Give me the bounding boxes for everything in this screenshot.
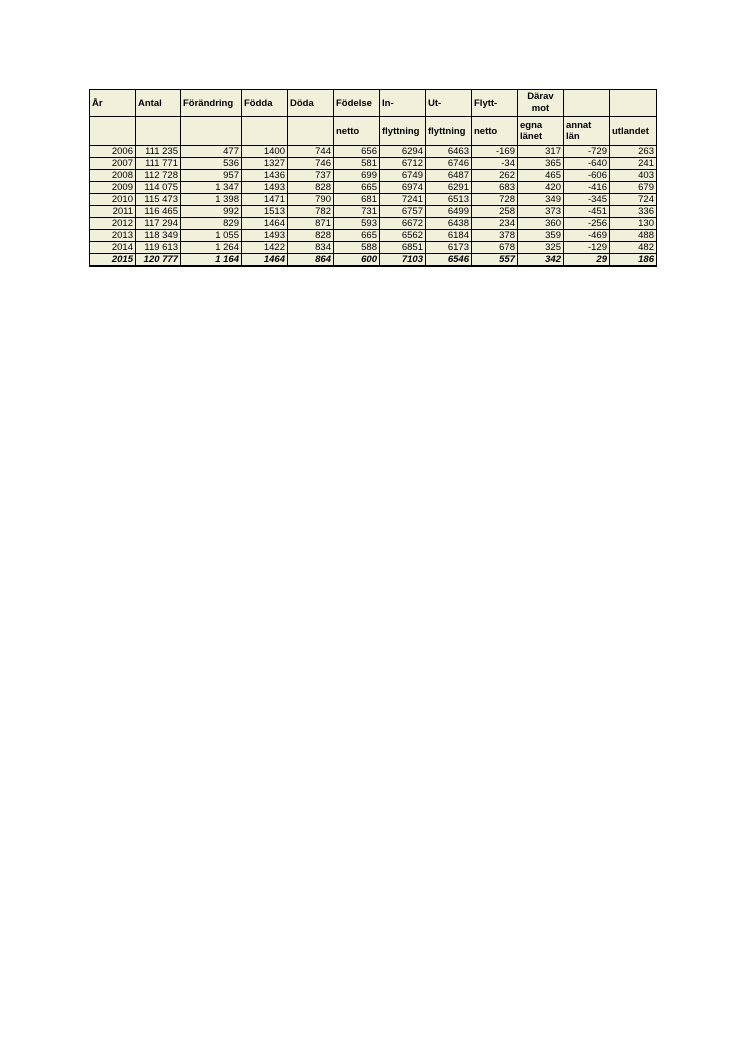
value-cell: 656 bbox=[334, 146, 380, 158]
value-cell: 731 bbox=[334, 206, 380, 218]
header-cell bbox=[136, 117, 181, 146]
value-cell: 130 bbox=[610, 218, 657, 230]
value-cell: 120 777 bbox=[136, 254, 181, 267]
value-cell: 111 235 bbox=[136, 146, 181, 158]
table-row bbox=[90, 194, 657, 206]
table-row bbox=[90, 230, 657, 242]
value-cell: 828 bbox=[288, 230, 334, 242]
value-cell: 336 bbox=[610, 206, 657, 218]
header-cell: Därav mot bbox=[518, 90, 564, 117]
header-cell bbox=[564, 90, 610, 117]
value-cell: -34 bbox=[472, 158, 518, 170]
value-cell: 365 bbox=[518, 158, 564, 170]
value-cell: 665 bbox=[334, 182, 380, 194]
value-cell: 683 bbox=[472, 182, 518, 194]
value-cell: 115 473 bbox=[136, 194, 181, 206]
value-cell: 593 bbox=[334, 218, 380, 230]
value-cell: 871 bbox=[288, 218, 334, 230]
year-cell: 2006 bbox=[90, 146, 136, 158]
value-cell: 263 bbox=[610, 146, 657, 158]
value-cell: 1 347 bbox=[181, 182, 242, 194]
header-row-1 bbox=[90, 90, 657, 117]
header-cell: egna länet bbox=[518, 117, 564, 146]
value-cell: 119 613 bbox=[136, 242, 181, 254]
value-cell: 1493 bbox=[242, 230, 288, 242]
value-cell: 488 bbox=[610, 230, 657, 242]
value-cell: 477 bbox=[181, 146, 242, 158]
value-cell: 737 bbox=[288, 170, 334, 182]
value-cell: 6749 bbox=[380, 170, 426, 182]
value-cell: 600 bbox=[334, 254, 380, 267]
value-cell: 678 bbox=[472, 242, 518, 254]
value-cell: 186 bbox=[610, 254, 657, 267]
value-cell: 864 bbox=[288, 254, 334, 267]
header-cell bbox=[610, 90, 657, 117]
value-cell: 6173 bbox=[426, 242, 472, 254]
year-cell: 2009 bbox=[90, 182, 136, 194]
value-cell: 112 728 bbox=[136, 170, 181, 182]
header-cell bbox=[288, 117, 334, 146]
value-cell: 114 075 bbox=[136, 182, 181, 194]
header-cell: In- bbox=[380, 90, 426, 117]
value-cell: 6487 bbox=[426, 170, 472, 182]
value-cell: 957 bbox=[181, 170, 242, 182]
year-cell: 2011 bbox=[90, 206, 136, 218]
value-cell: 557 bbox=[472, 254, 518, 267]
value-cell: 6672 bbox=[380, 218, 426, 230]
value-cell: -129 bbox=[564, 242, 610, 254]
table-row bbox=[90, 242, 657, 254]
year-cell: 2007 bbox=[90, 158, 136, 170]
value-cell: 241 bbox=[610, 158, 657, 170]
value-cell: 117 294 bbox=[136, 218, 181, 230]
value-cell: 746 bbox=[288, 158, 334, 170]
value-cell: 359 bbox=[518, 230, 564, 242]
table-row bbox=[90, 158, 657, 170]
header-cell bbox=[242, 117, 288, 146]
value-cell: 325 bbox=[518, 242, 564, 254]
value-cell: 465 bbox=[518, 170, 564, 182]
value-cell: 588 bbox=[334, 242, 380, 254]
value-cell: 1 055 bbox=[181, 230, 242, 242]
value-cell: 679 bbox=[610, 182, 657, 194]
year-cell: 2015 bbox=[90, 254, 136, 267]
table-row bbox=[90, 206, 657, 218]
year-cell: 2012 bbox=[90, 218, 136, 230]
header-cell: annat län bbox=[564, 117, 610, 146]
value-cell: 6546 bbox=[426, 254, 472, 267]
value-cell: 360 bbox=[518, 218, 564, 230]
value-cell: 234 bbox=[472, 218, 518, 230]
value-cell: 828 bbox=[288, 182, 334, 194]
value-cell: 6712 bbox=[380, 158, 426, 170]
value-cell: -169 bbox=[472, 146, 518, 158]
value-cell: 665 bbox=[334, 230, 380, 242]
value-cell: -469 bbox=[564, 230, 610, 242]
value-cell: 699 bbox=[334, 170, 380, 182]
value-cell: 1464 bbox=[242, 254, 288, 267]
value-cell: 29 bbox=[564, 254, 610, 267]
table-row bbox=[90, 182, 657, 194]
table-row bbox=[90, 146, 657, 158]
value-cell: 724 bbox=[610, 194, 657, 206]
header-cell: Födda bbox=[242, 90, 288, 117]
value-cell: 6499 bbox=[426, 206, 472, 218]
value-cell: 1327 bbox=[242, 158, 288, 170]
value-cell: -416 bbox=[564, 182, 610, 194]
table-row bbox=[90, 218, 657, 230]
value-cell: 790 bbox=[288, 194, 334, 206]
value-cell: -451 bbox=[564, 206, 610, 218]
value-cell: 581 bbox=[334, 158, 380, 170]
header-cell: Födelse bbox=[334, 90, 380, 117]
value-cell: 1 164 bbox=[181, 254, 242, 267]
value-cell: 681 bbox=[334, 194, 380, 206]
header-cell: År bbox=[90, 90, 136, 117]
value-cell: 1436 bbox=[242, 170, 288, 182]
value-cell: 1 264 bbox=[181, 242, 242, 254]
header-cell: utlandet bbox=[610, 117, 657, 146]
value-cell: -606 bbox=[564, 170, 610, 182]
value-cell: 834 bbox=[288, 242, 334, 254]
value-cell: 829 bbox=[181, 218, 242, 230]
population-table bbox=[89, 89, 657, 267]
value-cell: 342 bbox=[518, 254, 564, 267]
header-cell bbox=[90, 117, 136, 146]
table-body bbox=[90, 146, 657, 267]
value-cell: 1422 bbox=[242, 242, 288, 254]
value-cell: 118 349 bbox=[136, 230, 181, 242]
value-cell: 1464 bbox=[242, 218, 288, 230]
value-cell: 6513 bbox=[426, 194, 472, 206]
value-cell: 6562 bbox=[380, 230, 426, 242]
value-cell: 317 bbox=[518, 146, 564, 158]
value-cell: -345 bbox=[564, 194, 610, 206]
year-cell: 2014 bbox=[90, 242, 136, 254]
value-cell: 6463 bbox=[426, 146, 472, 158]
value-cell: 6294 bbox=[380, 146, 426, 158]
value-cell: -256 bbox=[564, 218, 610, 230]
value-cell: 6851 bbox=[380, 242, 426, 254]
value-cell: 7241 bbox=[380, 194, 426, 206]
value-cell: 258 bbox=[472, 206, 518, 218]
value-cell: 1471 bbox=[242, 194, 288, 206]
header-row-2 bbox=[90, 117, 657, 146]
header-cell: flyttning bbox=[380, 117, 426, 146]
table-row bbox=[90, 170, 657, 182]
value-cell: 744 bbox=[288, 146, 334, 158]
value-cell: 992 bbox=[181, 206, 242, 218]
year-cell: 2008 bbox=[90, 170, 136, 182]
value-cell: 1400 bbox=[242, 146, 288, 158]
value-cell: -640 bbox=[564, 158, 610, 170]
header-cell: flyttning bbox=[426, 117, 472, 146]
value-cell: 262 bbox=[472, 170, 518, 182]
value-cell: 728 bbox=[472, 194, 518, 206]
header-cell: Ut- bbox=[426, 90, 472, 117]
value-cell: 373 bbox=[518, 206, 564, 218]
value-cell: 7103 bbox=[380, 254, 426, 267]
value-cell: 349 bbox=[518, 194, 564, 206]
value-cell: 6757 bbox=[380, 206, 426, 218]
table-row bbox=[90, 254, 657, 267]
header-cell: Flytt- bbox=[472, 90, 518, 117]
value-cell: 1493 bbox=[242, 182, 288, 194]
value-cell: 116 465 bbox=[136, 206, 181, 218]
value-cell: -729 bbox=[564, 146, 610, 158]
value-cell: 403 bbox=[610, 170, 657, 182]
year-cell: 2010 bbox=[90, 194, 136, 206]
header-cell: Döda bbox=[288, 90, 334, 117]
value-cell: 1 398 bbox=[181, 194, 242, 206]
value-cell: 482 bbox=[610, 242, 657, 254]
value-cell: 6438 bbox=[426, 218, 472, 230]
value-cell: 782 bbox=[288, 206, 334, 218]
header-cell: Antal bbox=[136, 90, 181, 117]
header-cell: netto bbox=[334, 117, 380, 146]
header-cell bbox=[181, 117, 242, 146]
value-cell: 378 bbox=[472, 230, 518, 242]
header-cell: netto bbox=[472, 117, 518, 146]
year-cell: 2013 bbox=[90, 230, 136, 242]
value-cell: 1513 bbox=[242, 206, 288, 218]
value-cell: 6974 bbox=[380, 182, 426, 194]
value-cell: 6291 bbox=[426, 182, 472, 194]
value-cell: 6184 bbox=[426, 230, 472, 242]
value-cell: 536 bbox=[181, 158, 242, 170]
value-cell: 6746 bbox=[426, 158, 472, 170]
value-cell: 420 bbox=[518, 182, 564, 194]
header-cell: Förändring bbox=[181, 90, 242, 117]
value-cell: 111 771 bbox=[136, 158, 181, 170]
